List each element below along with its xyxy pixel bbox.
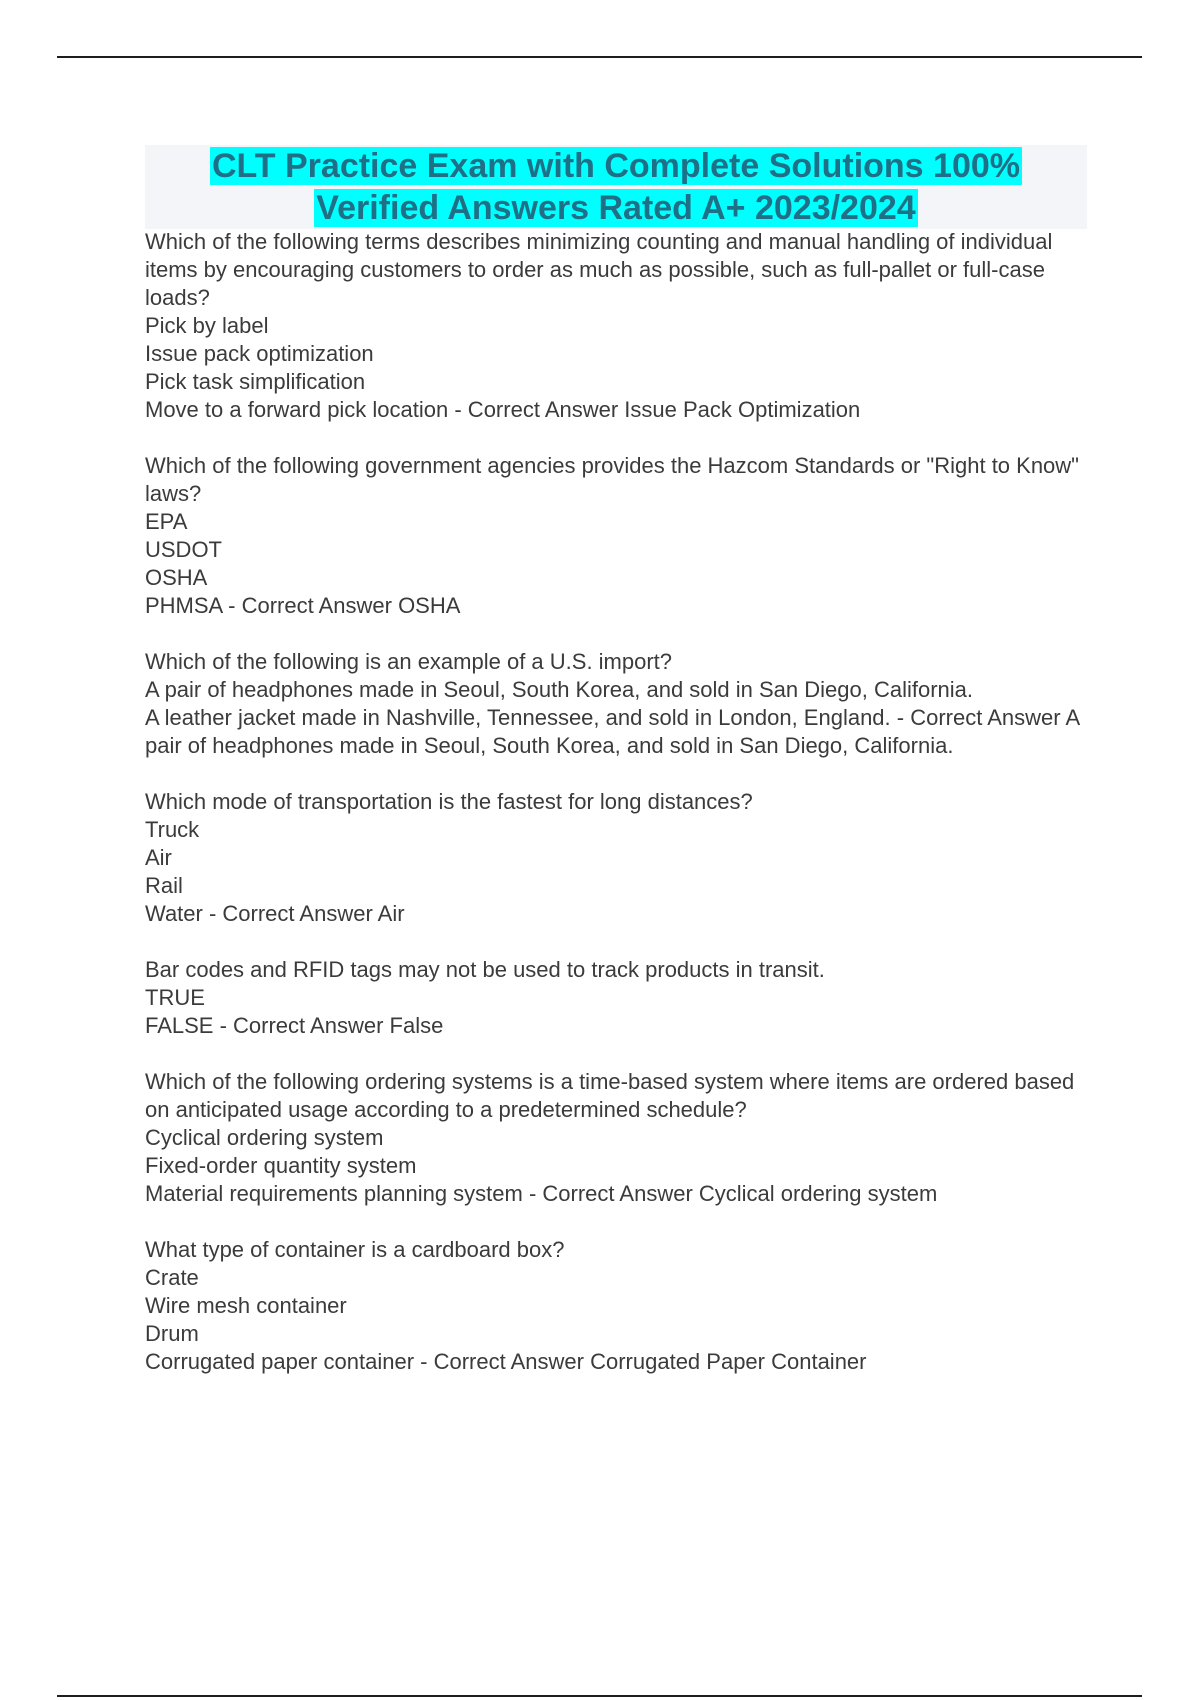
title-line-2: Verified Answers Rated A+ 2023/2024	[316, 189, 916, 227]
question-block-3	[145, 648, 1080, 760]
answer-option-with-correct-answer: Water - Correct Answer Air	[145, 901, 405, 926]
answer-option: Wire mesh container	[145, 1293, 347, 1318]
answer-option: Issue pack optimization	[145, 341, 374, 366]
document-title	[145, 145, 1087, 229]
answer-option: A pair of headphones made in Seoul, South Korea, and sold in San Diego, California.	[145, 677, 973, 702]
question-list	[145, 228, 1080, 1404]
answer-option: Truck	[145, 817, 200, 842]
question-text: What type of container is a cardboard box?	[145, 1237, 565, 1262]
title-line-1: CLT Practice Exam with Complete Solutions 100%	[211, 147, 1020, 185]
bottom-rule	[57, 1695, 1142, 1697]
answer-option: Cyclical ordering system	[145, 1125, 384, 1150]
question-text: Which mode of transportation is the fastest for long distances?	[145, 789, 753, 814]
answer-option-with-correct-answer: PHMSA - Correct Answer OSHA	[145, 593, 461, 618]
answer-option-with-correct-answer: Corrugated paper container - Correct Answer Corrugated Paper Container	[145, 1349, 867, 1374]
top-rule	[57, 56, 1142, 58]
answer-option-with-correct-answer: Move to a forward pick location - Correct Answer Issue Pack Optimization	[145, 397, 861, 422]
question-block-1	[145, 228, 1080, 424]
answer-option: USDOT	[145, 537, 222, 562]
answer-option: Crate	[145, 1265, 199, 1290]
answer-option-with-correct-answer: Material requirements planning system - Correct Answer Cyclical ordering system	[145, 1181, 938, 1206]
answer-option-with-correct-answer: FALSE - Correct Answer False	[145, 1013, 444, 1038]
question-text: Which of the following ordering systems is a time-based system where items are ordered based on anticipated usage according to a predetermined schedule?	[145, 1069, 1075, 1122]
answer-option: Drum	[145, 1321, 199, 1346]
answer-option: Pick task simplification	[145, 369, 366, 394]
answer-option: Air	[145, 845, 172, 870]
answer-option: TRUE	[145, 985, 205, 1010]
question-block-6	[145, 1068, 1080, 1208]
answer-option-with-correct-answer: A leather jacket made in Nashville, Tennessee, and sold in London, England. - Correct Answer A pair of headphones made in Seoul, South Korea, and sold in San Diego, California.	[145, 705, 1079, 758]
answer-option: Fixed-order quantity system	[145, 1153, 417, 1178]
question-block-5	[145, 956, 1080, 1040]
question-block-7	[145, 1236, 1080, 1376]
answer-option: Pick by label	[145, 313, 269, 338]
question-block-4	[145, 788, 1080, 928]
question-text: Which of the following government agencies provides the Hazcom Standards or "Right to Know" laws?	[145, 453, 1079, 506]
question-text: Bar codes and RFID tags may not be used to track products in transit.	[145, 957, 825, 982]
answer-option: Rail	[145, 873, 183, 898]
question-block-2	[145, 452, 1080, 620]
question-text: Which of the following terms describes minimizing counting and manual handling of individual items by encouraging customers to order as much as possible, such as full-pallet or full-case loads?	[145, 229, 1053, 310]
question-text: Which of the following is an example of a U.S. import?	[145, 649, 673, 674]
answer-option: OSHA	[145, 565, 208, 590]
answer-option: EPA	[145, 509, 188, 534]
